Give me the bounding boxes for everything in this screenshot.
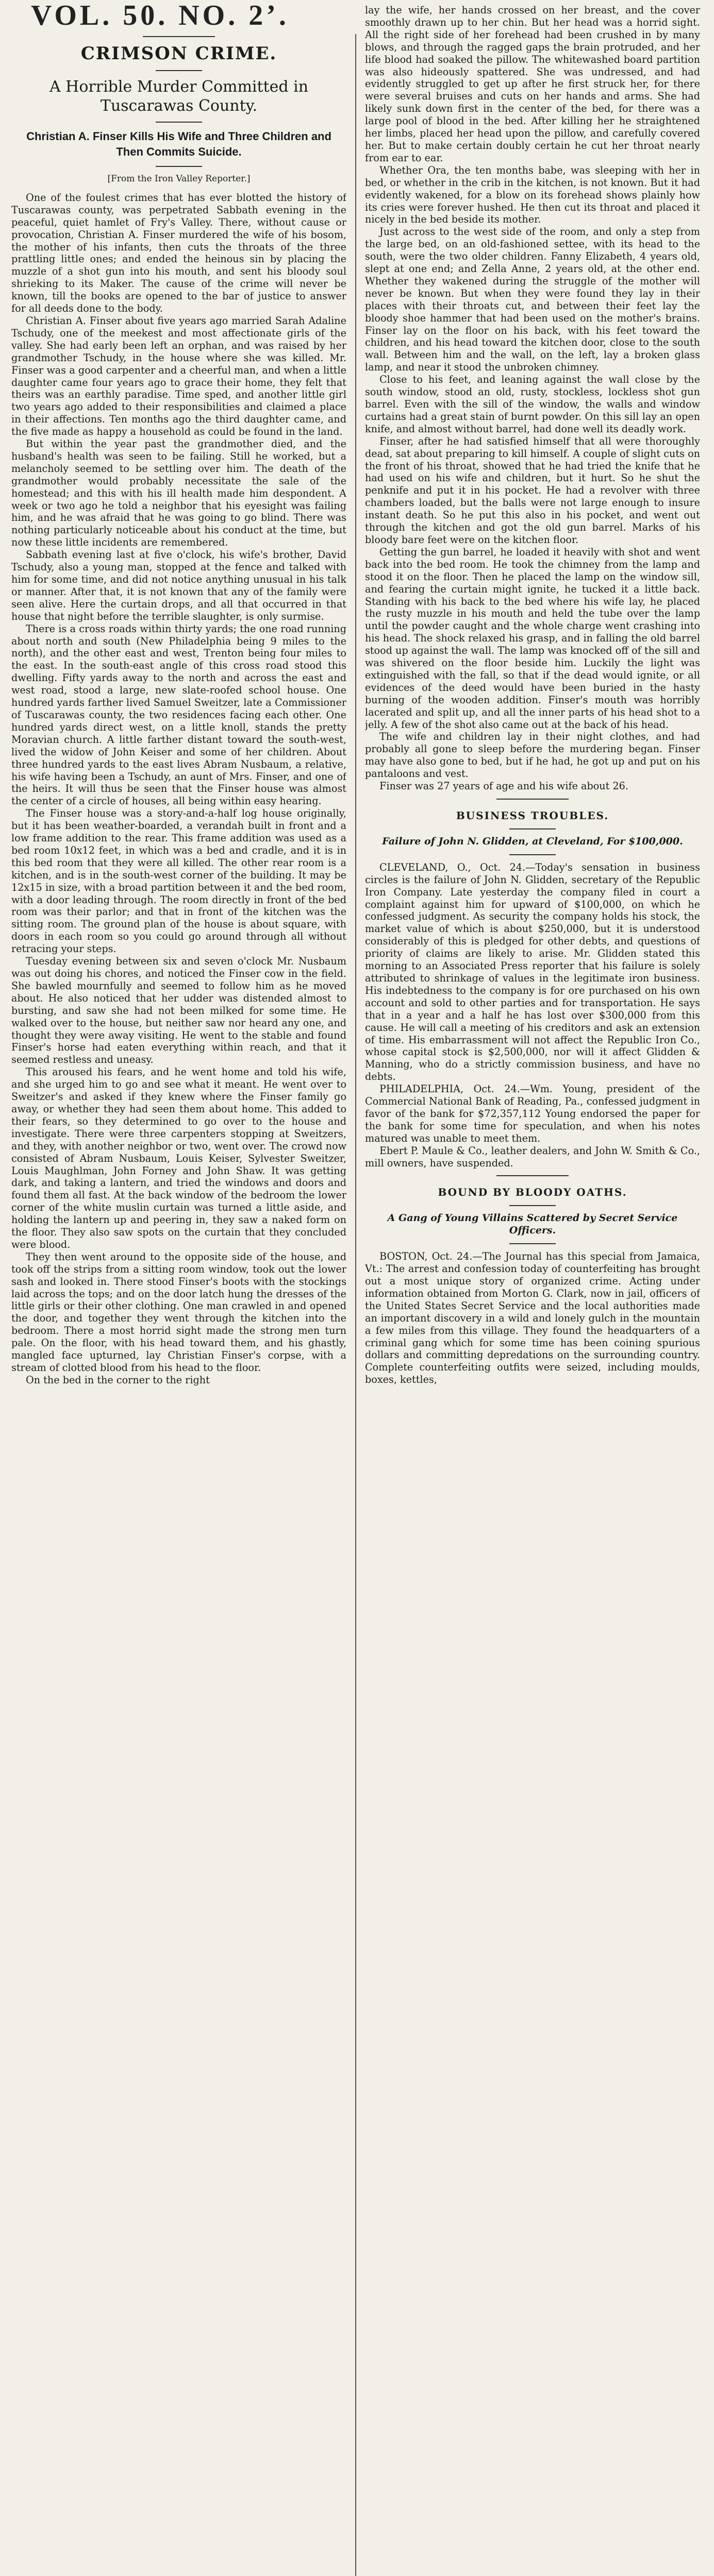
paragraph: One of the foulest crimes that has ever blotted the history of Tuscarawas county, was perpetrated Sabbath evening in the peaceful, quiet hamlet of Fry's Valley. There, without cause or provocation, Christian A. Finser murdered the wife of his bosom, the mother of his infants, then cuts the throats of the three prattling little ones; and ended the heinous sin by placing the muzzle of a shot gun into his mouth, and sent his bloody soul shrieking to its Maker. The cause of the crime will never be known, till the books are opened to the bar of justice to answer for all deeds done to the body.	[11, 191, 346, 315]
paragraph: Whether Ora, the ten months babe, was sleeping with her in bed, or whether in the crib in the kitchen, is not known. But it had evidently wakened, for a blow on its forehead shows plainly how its cries were forever hushed. He then cut its throat and placed it nicely in the bed beside its mother.	[365, 164, 700, 226]
article-headline: BOUND BY BLOODY OATHS.	[438, 1186, 627, 1199]
divider	[509, 854, 556, 855]
article-subhead: A Gang of Young Villains Scattered by Secret Service Officers.	[387, 1212, 678, 1236]
divider	[509, 828, 556, 829]
article-subdeck: Christian A. Finser Kills His Wife and Three Children and Then Commits Suicide.	[26, 130, 331, 158]
paragraph: lay the wife, her hands crossed on her breast, and the cover smoothly drawn up to her chin. But her head was a horrid sight. All the right side of her forehead had been crushed in by many blows, and through the ragged gaps the brain protruded, and her life blood had soaked the pillow. The whitewashed board partition was also hideously spattered. She was undressed, and had evidently struggled to get up after he first struck her, for there were several bruises and cuts on her hands and arms. She had likely sunk down first in the center of the bed, for there was a large pool of blood in the bed. After killing her he straightened her limbs, placed her head upon the pillow, and carefully covered her. But to make certain doubly certain he cut her throat nearly from ear to ear.	[365, 4, 700, 164]
paragraph: PHILADELPHIA, Oct. 24.—Wm. Young, president of the Commercial National Bank of Reading, Pa., confessed judgment in favor of the bank for $72,357,112 Young endorsed the paper for the bank for some time for speculation, and when his notes matured was unable to meet them.	[365, 1083, 700, 1144]
paragraph: They then went around to the opposite side of the house, and took off the strips from a sitting room window, took out the lower sash and looked in. There stood Finser's boots with the stockings laid across the tops; and on the door latch hung the dresses of the little girls or their other clothing. One man crawled in and opened the door, and together they went through the kitchen into the bedroom. There a most horrid sight made the strong men turn pale. On the floor, with his head toward them, and his ghastly, mangled face upturned, lay Christian Finser's corpse, with a stream of clotted blood from his head to the floor.	[11, 1250, 346, 1374]
divider	[156, 70, 202, 71]
paragraph: Tuesday evening between six and seven o'clock Mr. Nusbaum was out doing his chores, and noticed the Finser cow in the field. She bawled mournfully and seemed to follow him as he moved about. He also noticed that her udder was distended almost to bursting, and saw she had not been milked for some time. He walked over to the house, but neither saw nor heard any one, and thought they were away visiting. He went to the stable and found Finser's horse had eaten everything within reach, and that it seemed restless and uneasy.	[11, 955, 346, 1066]
divider	[509, 1243, 556, 1244]
column-left	[11, 34, 346, 2576]
article-headline: BUSINESS TROUBLES.	[456, 809, 609, 822]
paragraph: Finser was 27 years of age and his wife about 26.	[379, 780, 628, 792]
paragraph: On the bed in the corner to the right	[26, 1374, 210, 1386]
column-rule	[355, 34, 356, 2576]
divider	[156, 166, 202, 167]
paragraph: The Finser house was a story-and-a-half log house originally, but it has been weather-boarded, a verandah built in front and a low frame addition to the rear. This frame addition was used as a bed room 10x12 feet, in which was a bed and cradle, and it is in this bed room that they were all killed. The other rear room is a kitchen, and is in the south-west corner of the building. It may be 12x15 in size, with a broad partition between it and the bed room, with a door leading through. The room directly in front of the bed room was their parlor; and that in front of the kitchen was the sitting room. The ground plan of the house is about square, with doors in each room so you could go around through all without retracing your steps.	[11, 807, 346, 955]
paragraph: Christian A. Finser about five years ago married Sarah Adaline Tschudy, one of the meekest and most affectionate girls of the valley. She had early been left an orphan, and was raised by her grandmother Tschudy, in the house where she was killed. Mr. Finser was a good carpenter and a cheerful man, and when a little daughter came four years ago to grace their home, they felt that theirs was an earthly paradise. Time sped, and another little girl two years ago added to their responsibilities and claimed a place in their affections. Ten months ago the third daughter came, and the five made as happy a household as could be found in the land.	[11, 314, 346, 438]
article-headline: CRIMSON CRIME.	[80, 43, 277, 64]
article-credit: [From the Iron Valley Reporter.]	[107, 174, 251, 184]
paragraph: BOSTON, Oct. 24.—The Journal has this special from Jamaica, Vt.: The arrest and confession today of counterfeiting has brought out a most unique story of organized crime. Acting under information obtained from Morton G. Clark, now in jail, officers of the United States Secret Service and the local authorities made an important discovery in a wild and lonely gulch in the mountain a few miles from this village. They found the headquarters of a criminal gang which for some time has been coining spurious dollars and committing depredations on the surrounding country. Complete counterfeiting outfits were seized, including moulds, boxes, kettles,	[365, 1250, 700, 1386]
divider	[509, 1205, 556, 1206]
paragraph: But within the year past the grandmother died, and the husband's health was seen to be failing. Still he worked, but a melancholy seemed to be settling over him. The death of the grandmother would probably necessitate the sale of the homestead; and this with his ill health made him despondent. A week or two ago he told a neighbor that his eyesight was failing him, and he was afraid that he was going to go blind. There was nothing particularly noticeable about his conduct at the time, but now these little incidents are remembered.	[11, 438, 346, 549]
divider	[143, 36, 215, 37]
divider	[496, 1175, 569, 1176]
masthead-volume: VOL. 50. NO. 2’.	[31, 0, 289, 31]
paragraph: Ebert P. Maule & Co., leather dealers, and John W. Smith & Co., mill owners, have suspended.	[365, 1144, 700, 1169]
paragraph: This aroused his fears, and he went home and told his wife, and she urged him to go and see what it meant. He went over to Sweitzer's and asked if they knew where the Finser family go away, or whether they had seen them about home. This added to their fears, so they determined to go over to the house and investigate. There were three carpenters stopping at Sweitzers, and they, with another neighbor or two, went over. The crowd now consisted of Abram Nusbaum, Louis Keiser, Sylvester Sweitzer, Louis Maughlman, John Forney and John Shaw. It was getting dark, and taking a lantern, and tried the windows and doors and found them all fast. At the back window of the bedroom the lower corner of the white muslin curtain was turned a little aside, and holding the lantern up and peering in, they saw a naked form on the floor. They also saw spots on the curtain that they concluded were blood.	[11, 1066, 346, 1250]
article-subhead: Failure of John N. Glidden, at Cleveland, For $100,000.	[382, 835, 683, 847]
paragraph: Finser, after he had satisfied himself that all were thoroughly dead, sat about preparing to kill himself. A couple of slight cuts on the front of his throat, showed that he had tried the knife that he had used on his wife and children, but it hurt. So he shut the penknife and put it in his pocket. He had a revolver with three chambers loaded, but the balls were not large enough to insure instant death. So he put this also in his pocket, and went out through the kitchen and got the old gun barrel. Marks of his bloody bare feet were on the kitchen floor.	[365, 435, 700, 546]
paragraph: There is a cross roads within thirty yards; the one road running about north and south (New Philadelphia being 9 miles to the north), and the other east and west, Trenton being four miles to the east. In the south-east angle of this cross road stood this dwelling. Fifty yards away to the north and across the east and west road, stood a large, new slate-roofed school house. One hundred yards farther lived Samuel Sweitzer, late a Commissioner of Tuscarawas county, the two residences facing each other. One hundred yards direct west, on a little knoll, stands the pretty Moravian church. A little farther distant toward the south-west, lived the widow of John Keiser and some of her children. About three hundred yards to the east lives Abram Nusbaum, a relative, his wife having been a Tschudy, an aunt of Mrs. Finser, and one of the heirs. It will thus be seen that the Finser house was almost the center of a circle of houses, all being within easy hearing.	[11, 622, 346, 807]
divider	[156, 122, 202, 123]
paragraph: Just across to the west side of the room, and only a step from the large bed, on an old-fashioned settee, with its head to the south, were the two older children. Fanny Elizabeth, 4 years old, slept at one end; and Zella Anne, 2 years old, at the other end. Whether they wakened during the struggle of the mother will never be known. But when they were found they lay in their places with their throats cut, and between their feet lay the bloody shoe hammer that had been used on the mother's brains. Finser lay on the floor on his back, with his feet toward the children, and his head toward the kitchen door, close to the south wall. Between him and the wall, on the left, lay a broken glass lamp, and near it stood the unbroken chimney.	[365, 226, 700, 374]
column-right	[365, 4, 700, 2576]
paragraph: The wife and children lay in their night clothes, and had probably all gone to sleep before the murdering began. Finser may have also gone to bed, but if he had, he got up and put on his pantaloons and vest.	[365, 731, 700, 780]
paragraph: Sabbath evening last at five o'clock, his wife's brother, David Tschudy, also a young man, stopped at the fence and talked with him for some time, and did not notice anything unusual in his talk or manner. After that, it is not known that any of the family were seen alive. Here the curtain drops, and all that occurred in that house that night before the terrible slaughter, is only surmise.	[11, 549, 346, 622]
article-deck: A Horrible Murder Committed in Tuscarawas County.	[49, 78, 309, 115]
divider	[496, 799, 569, 800]
paragraph: Close to his feet, and leaning against the wall close by the south window, stood an old, rusty, stockless, lockless shot gun barrel. Even with the sill of the window, the walls and window curtains had a great stain of burnt powder. On this sill lay an open knife, and almost without barrel, had done well its deadly work.	[365, 374, 700, 435]
paragraph: Getting the gun barrel, he loaded it heavily with shot and went back into the bed room. He took the chimney from the lamp and stood it on the floor. Then he placed the lamp on the window sill, and fearing the curtain might ignite, he tucked it a little back. Standing with his back to the bed where his wife lay, he placed the rusty muzzle in his mouth and held the tube over the lamp until the powder caught and the whole charge went crashing into his head. The shock relaxed his grasp, and in falling the old barrel stood up against the wall. The lamp was knocked off of the sill and was shivered on the floor beside him. Luckily the light was extinguished with the fall, so that if the dead would ignite, or all evidences of the deed would have been buried in the hasty burning of the wooden addition. Finser's mouth was horribly lacerated and split up, and all the inner parts of his head shot to a jelly. A few of the shot also came out at the back of his head.	[365, 546, 700, 731]
paragraph: CLEVELAND, O., Oct. 24.—Today's sensation in business circles is the failure of John N. Glidden, secretary of the Republic Iron Company. Late yesterday the company filed in court a complaint against him for upward of $100,000, on which he confessed judgment. As security the company holds his stock, the market value of which is about $250,000, but it is understood considerably of this is pledged for other debts, and questions of priority of claims are likely to arise. Mr. Glidden stated this morning to an Associated Press reporter that his failure is solely attributed to shrinkage of values in the legitimate iron business. His indebtedness to the company is for ore purchased on his own account and sold to other parties and for transportation. He says that in a year and a half he has lost over $300,000 from this cause. He will call a meeting of his creditors and ask an extension of time. His embarrassment will not affect the Republic Iron Co., whose capital stock is $2,500,000, nor will it affect Glidden & Manning, who do a strictly commission business, and have no debts.	[365, 861, 700, 1083]
